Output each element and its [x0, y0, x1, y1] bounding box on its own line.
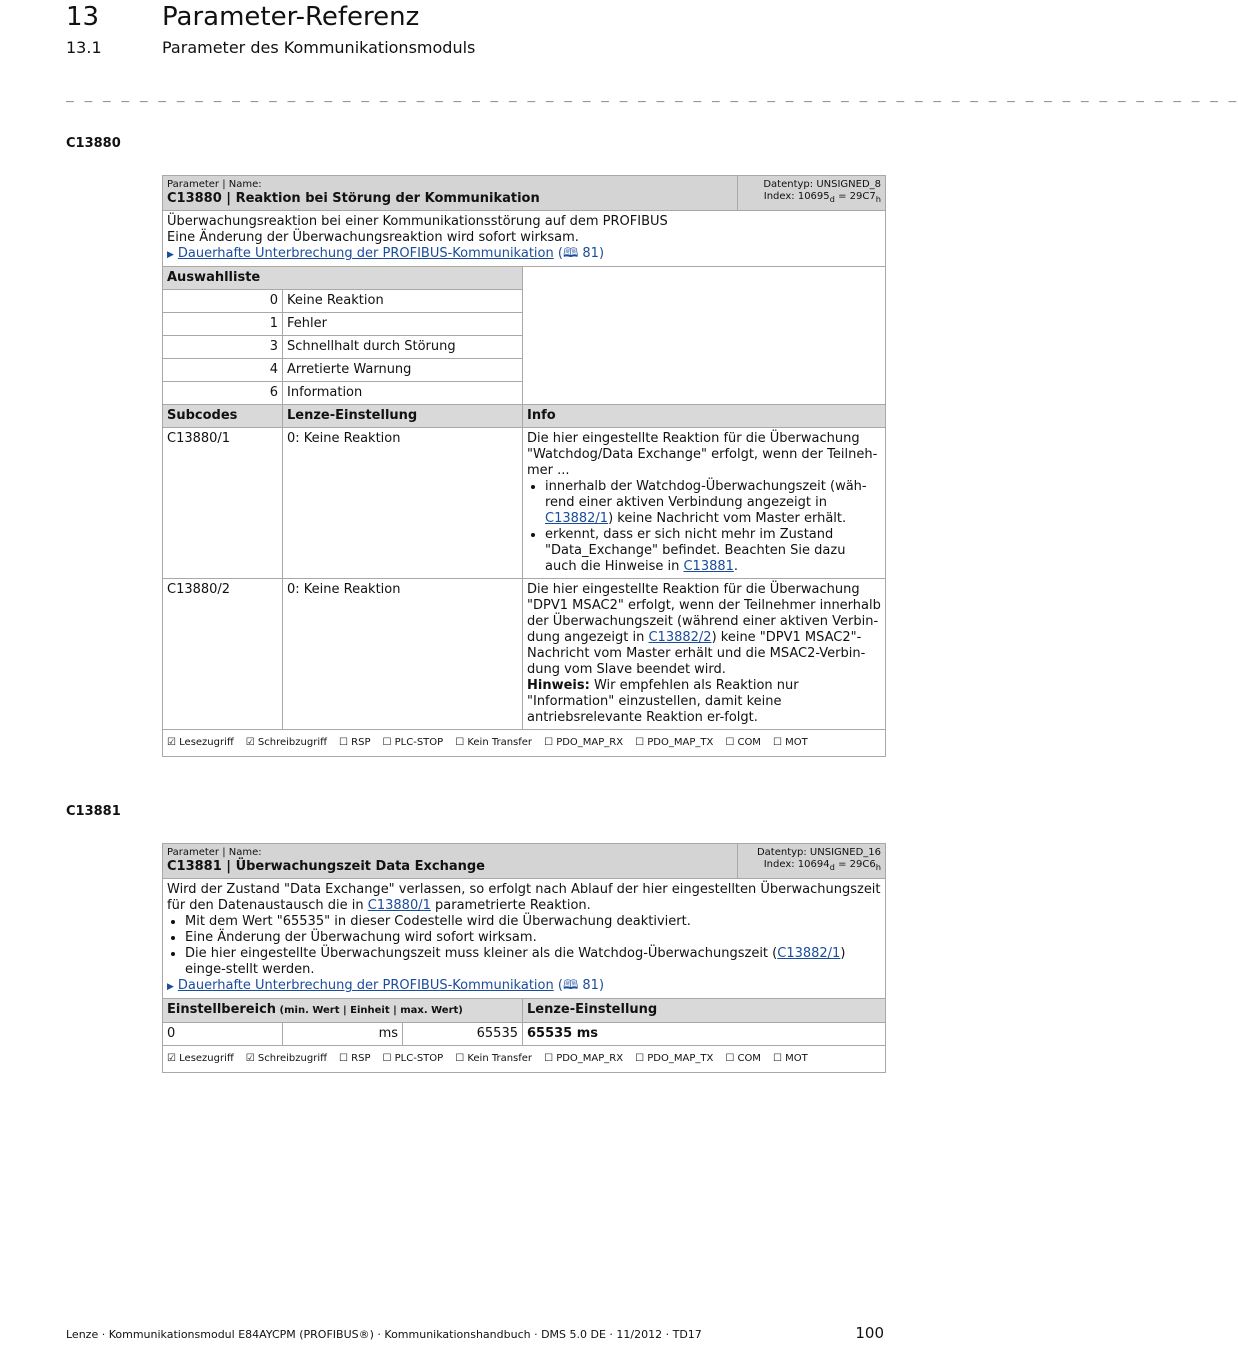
access-flags: [163, 1046, 886, 1073]
col-header-info: Info: [523, 405, 886, 428]
reference-link[interactable]: Dauerhafte Unterbrechung der PROFIBUS-Kommunikation: [177, 978, 554, 993]
param-datatype: Datentyp: UNSIGNED_8: [763, 179, 882, 190]
subcode-info: [523, 428, 886, 579]
selection-value: 6: [163, 382, 283, 405]
flag-item: ☐ Kein Transfer: [455, 1053, 533, 1064]
flag-item: ☐ COM: [725, 737, 761, 748]
param-description: [163, 211, 886, 267]
link-c13881[interactable]: C13881: [683, 559, 734, 574]
param-datatype: Datentyp: UNSIGNED_16: [756, 847, 881, 858]
cross-reference: [167, 978, 881, 995]
info-text: Die hier eingestellte Reaktion für die Überwachung "DPV1 MSAC2" erfolgt, wenn der Teilnehmer innerhalb der Überwachungszeit (während einer aktiven Verbin-dung angezeigt in C13882/2) keine "DPV1 MSAC2"-Nachricht vom Master erhält und die MSAC2-Verbin-dung vom Slave beendet wird.: [527, 582, 881, 677]
subcode-row: [163, 579, 886, 730]
flag-item: ☐ MOT: [772, 1053, 808, 1064]
subcode-info: [523, 579, 886, 730]
subcode-code: C13880/1: [163, 428, 283, 579]
range-default: 65535 ms: [523, 1023, 886, 1046]
range-row: [163, 1023, 886, 1046]
lenze-header: Lenze-Einstellung: [523, 999, 886, 1023]
param-header-type: [738, 844, 886, 879]
flag-item: ☐ COM: [725, 1053, 761, 1064]
selection-label: Keine Reaktion: [283, 290, 523, 313]
parameter-table-c13880: [162, 175, 886, 757]
param-name: C13880 | Reaktion bei Störung der Kommunikation: [167, 191, 540, 206]
arrow-right-icon: ▶: [167, 982, 174, 992]
chapter-number: 13: [66, 2, 100, 32]
header-dash-rule: _ _ _ _ _ _ _ _ _ _ _ _ _ _ _ _ _ _ _ _ _ _ _ _ _ _ _ _ _ _ _ _ _ _ _ _ _ _ _ _ _ _ _ _ _ _ _ _ _ _ _ _ _ _ _ _ _ _ _ _ _ _ _ _: [66, 88, 1238, 103]
info-bullet: • erkennt, dass er sich nicht mehr im Zustand "Data_Exchange" befindet. Beachten Sie dazu auch die Hinweise in C13881.: [545, 527, 881, 575]
range-max: 65535: [403, 1023, 523, 1046]
col-header-subcodes: Subcodes: [163, 405, 283, 428]
range-header: Einstellbereich (min. Wert | Einheit | max. Wert): [163, 999, 523, 1023]
desc-bullet: • Mit dem Wert "65535" in dieser Codestelle wird die Überwachung deaktiviert.: [185, 914, 881, 930]
selection-label: Information: [283, 382, 523, 405]
selection-blank-area: [523, 267, 886, 405]
page-reference[interactable]: (🕮 81): [557, 246, 605, 261]
flag-item: ☑ Lesezugriff: [167, 1053, 234, 1064]
page-footer: Lenze · Kommunikationsmodul E84AYCPM (PROFIBUS®) · Kommunikationshandbuch · DMS 5.0 DE · 11/2012 · TD17: [66, 1328, 702, 1341]
flag-item: ☐ MOT: [772, 737, 808, 748]
param-header-name: [163, 844, 738, 879]
page-number: 100: [855, 1324, 884, 1342]
flag-item: ☑ Lesezugriff: [167, 737, 234, 748]
link-c13882-1[interactable]: C13882/1: [777, 946, 841, 961]
subcode-row: [163, 428, 886, 579]
param-header-label: Parameter | Name:: [167, 847, 262, 858]
param-name: C13881 | Überwachungszeit Data Exchange: [167, 859, 485, 874]
subcode-default: 0: Keine Reaktion: [283, 579, 523, 730]
flag-item: ☐ RSP: [339, 1053, 371, 1064]
link-c13882-2[interactable]: C13882/2: [648, 630, 712, 645]
param-description: [163, 879, 886, 999]
flag-item: ☐ PDO_MAP_TX: [635, 737, 714, 748]
selection-value: 1: [163, 313, 283, 336]
desc-line-2: Eine Änderung der Überwachungsreaktion wird sofort wirksam.: [167, 230, 579, 245]
selection-label: Schnellhalt durch Störung: [283, 336, 523, 359]
cross-reference: [167, 246, 881, 263]
param-header-name: [163, 176, 738, 211]
chapter-title: Parameter-Referenz: [162, 2, 420, 32]
selection-list-header: Auswahlliste: [163, 267, 523, 290]
param-index: Index: $10694_d = 29C6_h$: [763, 859, 881, 872]
code-heading-c13880: C13880: [66, 136, 121, 151]
code-heading-c13881: C13881: [66, 804, 121, 819]
flag-item: ☐ PDO_MAP_TX: [635, 1053, 714, 1064]
flag-item: ☑ Schreibzugriff: [245, 1053, 327, 1064]
param-header-type: [738, 176, 886, 211]
flag-item: ☐ RSP: [339, 737, 371, 748]
selection-value: 0: [163, 290, 283, 313]
info-intro: Die hier eingestellte Reaktion für die Überwachung "Watchdog/Data Exchange" erfolgt, wenn der Teilneh-mer ...: [527, 431, 878, 478]
section-number: 13.1: [66, 38, 102, 57]
selection-value: 3: [163, 336, 283, 359]
selection-label: Arretierte Warnung: [283, 359, 523, 382]
flag-item: ☐ PDO_MAP_RX: [544, 737, 624, 748]
link-c13880-1[interactable]: C13880/1: [367, 898, 431, 913]
desc-bullet-list: [167, 914, 881, 978]
selection-label: Fehler: [283, 313, 523, 336]
range-unit: ms: [283, 1023, 403, 1046]
flag-item: ☐ Kein Transfer: [455, 737, 533, 748]
arrow-right-icon: ▶: [167, 250, 174, 260]
desc-line-1: Überwachungsreaktion bei einer Kommunikationsstörung auf dem PROFIBUS: [167, 214, 668, 229]
param-header-label: Parameter | Name:: [167, 179, 262, 190]
col-header-lenze: Lenze-Einstellung: [283, 405, 523, 428]
flag-item: ☐ PDO_MAP_RX: [544, 1053, 624, 1064]
flag-item: ☐ PLC-STOP: [382, 737, 444, 748]
info-note: Hinweis: Wir empfehlen als Reaktion nur "Information" einzustellen, damit keine antriebsrelevante Reaktion er-folgt.: [527, 678, 799, 725]
reference-link[interactable]: Dauerhafte Unterbrechung der PROFIBUS-Kommunikation: [177, 246, 554, 261]
flag-item: ☑ Schreibzugriff: [245, 737, 327, 748]
range-min: 0: [163, 1023, 283, 1046]
selection-value: 4: [163, 359, 283, 382]
desc-bullet: • Eine Änderung der Überwachung wird sofort wirksam.: [185, 930, 881, 946]
access-flags: [163, 730, 886, 757]
desc-bullet: • Die hier eingestellte Überwachungszeit muss kleiner als die Watchdog-Überwachungszeit (C13882/1) einge-stellt werden.: [185, 946, 881, 978]
parameter-table-c13881: [162, 843, 886, 1073]
desc-intro: Wird der Zustand "Data Exchange" verlassen, so erfolgt nach Ablauf der hier eingestellten Überwachungszeit für den Datenaustausch die in C13880/1 parametrierte Reaktion.: [167, 882, 881, 913]
info-bullet: • innerhalb der Watchdog-Überwachungszeit (wäh-rend einer aktiven Verbindung angezeigt in C13882/1) keine Nachricht vom Master erhält.: [545, 479, 881, 527]
subcode-code: C13880/2: [163, 579, 283, 730]
param-index: Index: $10695_d = 29C7_h$: [763, 191, 882, 204]
info-bullet-list: [527, 479, 881, 575]
link-c13882-1[interactable]: C13882/1: [545, 511, 609, 526]
section-title: Parameter des Kommunikationsmoduls: [162, 38, 476, 57]
flag-item: ☐ PLC-STOP: [382, 1053, 444, 1064]
page-reference[interactable]: (🕮 81): [557, 978, 605, 993]
subcode-default: 0: Keine Reaktion: [283, 428, 523, 579]
